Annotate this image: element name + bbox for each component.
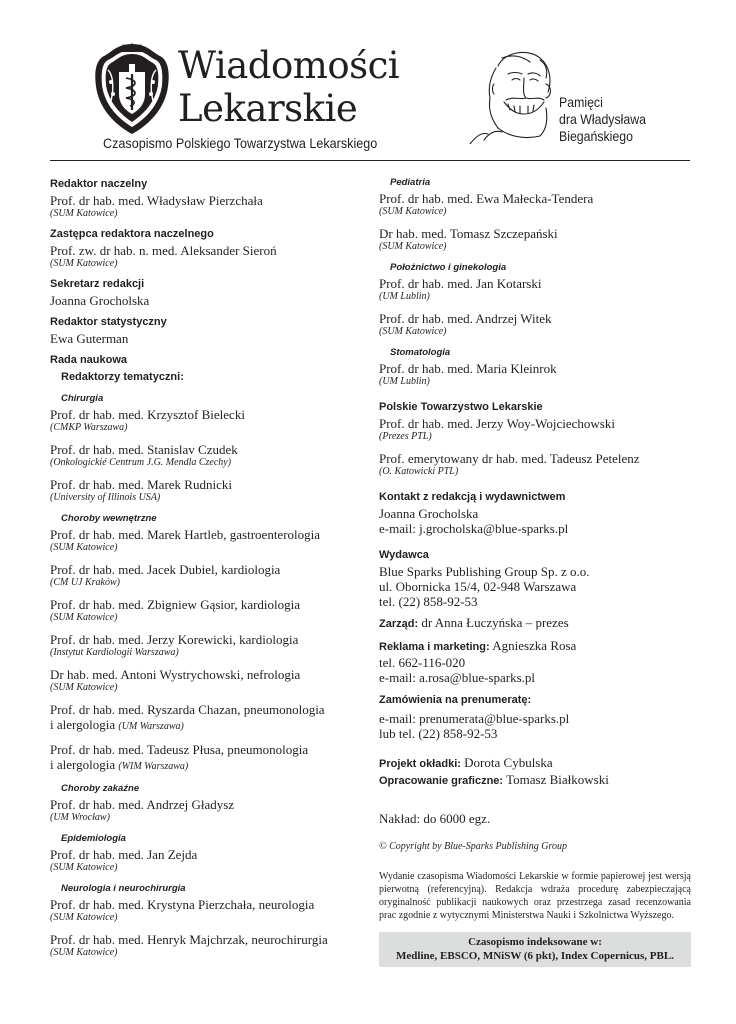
memorial-line-2: dra Władysława (559, 111, 646, 127)
member-affiliation: (CMKP Warszawa) (50, 422, 128, 433)
publication-notice: Wydanie czasopisma Wiadomości Lekarskie w formie papierowej jest wersją pierwotną (referencyjną). Redakcja wdraża procedurę zabezpieczającą oryginalność publikacji naukowych oraz przestrzega zasad recenzowania prac zgodnie z wytycznymi Ministerstwa Nauki i Szkolnictwa Wyższego. (379, 871, 691, 921)
member-name: Prof. dr hab. med. Jan Kotarski (379, 276, 542, 291)
marketing-email[interactable]: e-mail: a.rosa@blue-sparks.pl (379, 670, 536, 685)
secretary-label: Sekretarz redakcji (50, 278, 145, 290)
publisher-name: Blue Sparks Publishing Group Sp. z o.o. (379, 564, 590, 579)
editor-in-chief-affiliation: (SUM Katowice) (50, 208, 118, 219)
journal-title-line1: Wiadomości (178, 44, 400, 87)
member-name: Dr hab. med. Tomasz Szczepański (379, 226, 558, 241)
member-name: Prof. dr hab. med. Ryszarda Chazan, pneumonologia (50, 702, 325, 717)
publisher-address: ul. Obornicka 15/4, 02-948 Warszawa (379, 579, 577, 594)
statistical-editor-name: Ewa Guterman (50, 331, 129, 346)
graphic-design-value: Tomasz Białkowski (506, 772, 609, 787)
list-item (50, 667, 350, 694)
editor-in-chief-label: Redaktor naczelny (50, 178, 148, 190)
member-affiliation: (O. Katowicki PTL) (379, 466, 459, 477)
member-name: Prof. dr hab. med. Zbigniew Gąsior, kardiologia (50, 597, 301, 612)
category-pediatrics: Pediatria (390, 177, 431, 188)
member-affiliation: (Prezes PTL) (379, 431, 432, 442)
scientific-council-section (50, 353, 350, 959)
subscription-phone: lub tel. (22) 858-92-53 (379, 726, 498, 741)
list-item (50, 632, 350, 659)
category-infectious-diseases: Choroby zakaźne (61, 783, 140, 794)
list-item (50, 442, 350, 469)
category-surgery: Chirurgia (61, 393, 104, 404)
category-dentistry: Stomatologia (390, 347, 451, 358)
list-item (50, 597, 350, 624)
marketing-value: Agnieszka Rosa (492, 638, 577, 653)
memorial-line-3: Biegańskiego (559, 128, 633, 144)
member-affiliation: (Instytut Kardiologii Warszawa) (50, 647, 179, 658)
category-gynecology: Położnictwo i ginekologia (390, 262, 507, 273)
list-item (379, 416, 691, 443)
category-neurology: Neurologia i neurochirurgia (61, 883, 186, 894)
member-name: Dr hab. med. Antoni Wystrychowski, nefrologia (50, 667, 301, 682)
header-divider (50, 160, 690, 161)
list-item (379, 451, 691, 478)
secretary-section (50, 277, 350, 308)
member-affiliation: (SUM Katowice) (50, 862, 118, 873)
member-name: Prof. dr hab. med. Andrzej Gładysz (50, 797, 235, 812)
member-affiliation: (UM Lublin) (379, 376, 430, 387)
bieganski-portrait-icon (468, 44, 558, 144)
member-name: Prof. dr hab. med. Henryk Majchrzak, neurochirurgia (50, 932, 328, 947)
journal-subtitle: Czasopismo Polskiego Towarzystwa Lekarskiego (103, 135, 378, 151)
publisher-label: Wydawca (379, 549, 429, 561)
secretary-name: Joanna Grocholska (50, 293, 150, 308)
editor-in-chief-section (50, 177, 350, 220)
deputy-editor-section (50, 227, 350, 270)
member-name: Prof. dr hab. med. Krzysztof Bielecki (50, 407, 245, 422)
editor-in-chief-name: Prof. dr hab. med. Władysław Pierzchała (50, 193, 263, 208)
member-affiliation: (WIM Warszawa) (118, 761, 189, 772)
board-label: Zarząd: (379, 618, 419, 630)
graphic-design-label: Opracowanie graficzne: (379, 775, 504, 787)
subscription-label: Zamówienia na prenumeratę: (379, 694, 532, 706)
marketing-phone: tel. 662-116-020 (379, 655, 466, 670)
member-affiliation: (SUM Katowice) (50, 682, 118, 693)
member-name: Prof. dr hab. med. Marek Hartleb, gastroenterologia (50, 527, 321, 542)
credits-section (379, 755, 691, 789)
member-affiliation: (SUM Katowice) (379, 206, 447, 217)
deputy-editor-name: Prof. zw. dr hab. n. med. Aleksander Sieroń (50, 243, 277, 258)
indexing-box (379, 932, 691, 967)
list-item (379, 311, 691, 338)
circulation-text: Nakład: do 6000 egz. (379, 811, 491, 826)
contact-email[interactable]: e-mail: j.grocholska@blue-sparks.pl (379, 521, 569, 536)
publisher-phone: tel. (22) 858-92-53 (379, 594, 478, 609)
journal-title-line2: Lekarskie (178, 87, 358, 130)
member-name: Prof. dr hab. med. Krystyna Pierzchała, neurologia (50, 897, 315, 912)
memorial-dedication (559, 94, 646, 145)
deputy-editor-label: Zastępca redaktora naczelnego (50, 228, 214, 240)
member-name: Prof. dr hab. med. Jerzy Korewicki, kardiologia (50, 632, 299, 647)
ptl-label: Polskie Towarzystwo Lekarskie (379, 401, 543, 413)
marketing-line (379, 638, 691, 655)
member-affiliation: (CM UJ Kraków) (50, 577, 120, 588)
graphic-design-line (379, 772, 691, 789)
member-affiliation: (SUM Katowice) (379, 326, 447, 337)
cover-design-line (379, 755, 691, 772)
journal-title (178, 44, 399, 130)
member-affiliation: (SUM Katowice) (50, 947, 118, 958)
list-item (379, 226, 691, 253)
list-item (50, 477, 350, 504)
member-affiliation: (SUM Katowice) (50, 542, 118, 553)
member-affiliation: (SUM Katowice) (50, 612, 118, 623)
list-item (379, 361, 691, 388)
member-specialty-cont: i alergologia (50, 717, 116, 732)
list-item (50, 702, 350, 734)
statistical-editor-label: Redaktor statystyczny (50, 316, 167, 328)
board-line (379, 615, 691, 632)
member-affiliation: (Onkologickié Centrum J.G. Mendla Czechy) (50, 457, 232, 468)
member-name: Prof. dr hab. med. Jerzy Woy-Wojciechowski (379, 416, 615, 431)
list-item (50, 527, 350, 554)
member-name-continued (50, 717, 350, 734)
member-name-continued (50, 757, 350, 774)
copyright-text: © Copyright by Blue-Sparks Publishing Group (379, 841, 568, 852)
member-name: Prof. dr hab. med. Tadeusz Płusa, pneumonologia (50, 742, 309, 757)
right-column (379, 177, 691, 967)
member-name: Prof. dr hab. med. Stanislav Czudek (50, 442, 238, 457)
member-name: Prof. emerytowany dr hab. med. Tadeusz Petelenz (379, 451, 640, 466)
medical-society-crest-icon (92, 42, 172, 136)
category-epidemiology: Epidemiologia (61, 833, 126, 844)
list-item (50, 407, 350, 434)
scientific-council-label: Rada naukowa (50, 354, 128, 366)
contact-name: Joanna Grocholska (379, 506, 479, 521)
contact-label: Kontakt z redakcją i wydawnictwem (379, 491, 566, 503)
member-name: Prof. dr hab. med. Ewa Małecka-Tendera (379, 191, 594, 206)
list-item (50, 742, 350, 774)
member-name: Prof. dr hab. med. Jan Zejda (50, 847, 198, 862)
subscription-section (379, 693, 691, 741)
deputy-editor-affiliation: (SUM Katowice) (50, 258, 118, 269)
member-affiliation: (SUM Katowice) (379, 241, 447, 252)
member-name: Prof. dr hab. med. Maria Kleinrok (379, 361, 557, 376)
member-affiliation: (UM Warszawa) (118, 721, 184, 732)
member-affiliation: (SUM Katowice) (50, 912, 118, 923)
statistical-editor-section (50, 315, 350, 346)
marketing-label: Reklama i marketing: (379, 641, 490, 653)
member-name: Prof. dr hab. med. Andrzej Witek (379, 311, 552, 326)
cover-design-value: Dorota Cybulska (464, 755, 553, 770)
ptl-section (379, 400, 691, 478)
member-specialty-cont: i alergologia (50, 757, 116, 772)
thematic-editors-label: Redaktorzy tematyczni: (61, 371, 184, 383)
left-column (50, 177, 350, 959)
list-item (50, 932, 350, 959)
subscription-email[interactable]: e-mail: prenumerata@blue-sparks.pl (379, 711, 570, 726)
member-affiliation: (UM Lublin) (379, 291, 430, 302)
member-name: Prof. dr hab. med. Jacek Dubiel, kardiologia (50, 562, 281, 577)
contact-section (379, 490, 691, 536)
list-item (50, 897, 350, 924)
marketing-section (379, 638, 691, 685)
member-affiliation: (University of Illinois USA) (50, 492, 161, 503)
indexing-databases: Medline, EBSCO, MNiSW (6 pkt), Index Copernicus, PBL. (396, 950, 674, 962)
board-value: dr Anna Łuczyńska – prezes (421, 615, 569, 630)
list-item (50, 797, 350, 824)
list-item (379, 191, 691, 218)
category-internal-diseases: Choroby wewnętrzne (61, 513, 157, 524)
indexing-title: Czasopismo indeksowane w: (468, 936, 602, 948)
list-item (50, 562, 350, 589)
list-item (379, 276, 691, 303)
publisher-section (379, 548, 691, 609)
member-name: Prof. dr hab. med. Marek Rudnicki (50, 477, 232, 492)
list-item (50, 847, 350, 874)
member-affiliation: (UM Wrocław) (50, 812, 110, 823)
memorial-line-1: Pamięci (559, 94, 603, 110)
cover-design-label: Projekt okładki: (379, 758, 461, 770)
